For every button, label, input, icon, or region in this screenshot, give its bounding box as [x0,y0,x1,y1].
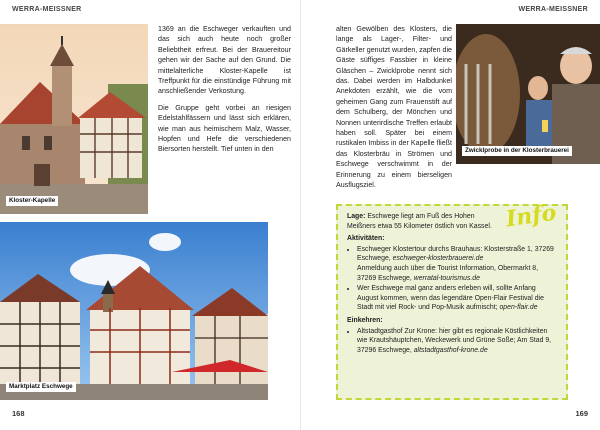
photo-caption-marktplatz: Marktplatz Eschwege [6,382,76,392]
info-heading: Info [503,199,558,233]
page-number-left: 168 [12,409,25,418]
item1-link[interactable]: eschweger-klosterbrauerei.de [392,255,484,263]
running-head-left: WERRA-MEISSNER [12,6,82,13]
marktplatz-illustration [0,222,268,400]
photo-caption-zwicklprobe: Zwicklprobe in der Klosterbrauerei [462,146,572,156]
zwicklprobe-photo [456,24,600,164]
einkehren-label: Einkehren: [347,316,383,324]
zwicklprobe-illustration [456,24,600,164]
item1-text: Eschweger Klostertour durchs Brauhaus: Klosterstraße 1, 37269 Eschwege, [357,245,554,263]
left-paragraph-1: 1369 an die Eschweger verkauften und das sich auch heute noch großer Beliebtheit erfreut. Bei der Brauereitour gehen wir der Sache auf den Grund. Die mittelalterliche Kloster-Kapelle ist Treffpunkt für die einstündige Führung mit anschließender Verkostung. [158,25,291,96]
lage-label: Lage: [347,213,366,220]
list-item [357,245,557,283]
item2-link[interactable]: open-flair.de [499,304,538,312]
aktivitaeten-list [347,245,557,313]
running-head-right: WERRA-MEISSNER [518,6,588,13]
list-item [357,284,557,313]
item3-link[interactable]: altstadtgasthof-krone.de [413,346,488,354]
item1-link2[interactable]: werratal-tourismus.de [413,274,480,282]
aktivitaeten-label: Aktivitäten: [347,235,385,243]
item2-text: Wer Eschwege mal ganz anders erleben will, sollte Anfang August kommen, wenn das legendäre Open-Flair Festival die Stadt mit viel Rock- und Pop-Musik aufmischt; [357,285,544,312]
list-item [357,327,557,356]
right-page [300,0,600,430]
info-box [336,199,568,400]
kloster-kapelle-photo [0,24,148,214]
left-paragraph-2: Die Gruppe geht vorbei an riesigen Edelstahlfässern und lässt sich erklären, wie man aus heimischem Malz, Wasser, Hopfen und Hefe die verschiedenen Biersorten herstellt. Tief unten in den [158,103,291,154]
info-lage [347,212,497,231]
left-text-column [158,24,291,161]
right-text-column [336,24,452,197]
einkehren-list [347,327,557,356]
item3-text: Altstadtgasthof Zur Krone: hier gibt es regionale Köstlichkeiten wie Krautshäuptchen, Weckewerk und Grüne Soße; Am Stad 9, 37296 Eschwege, [357,327,552,354]
right-paragraph: alten Gewölben des Klosters, die lange als Lager-, Filter- und Gärkeller genutzt wurden, zapfen die Gäste süffiges Fassbier in kleine Gläschen – Zwicklprobe nennt sich das. Dabei werden im Halbdunkel Anekdoten erzählt, wie die vom geheimen Gang zum Frauenstift auf dem Schulberg, der Mönchen und Nonnen unterirdische Treffen erlaubt haben soll. Später bei einem rustikalen Imbiss in der Kapelle fließt das Klosterbräu in Strömen und Eschwege verschwimmt in der Erinnerung zu einem bierseligen Ausflugsziel. [336,25,452,190]
marktplatz-photo [0,222,268,400]
photo-caption-kloster-kapelle: Kloster-Kapelle [6,196,58,206]
kloster-kapelle-illustration [0,24,148,214]
page-number-right: 169 [575,409,588,418]
item1-text2: Anmeldung auch über die Tourist Information, Obermarkt 8, 37269 Eschwege, [357,264,539,282]
lage-text: Eschwege liegt am Fuß des Hohen Meißners etwa 55 Kilometer östlich von Kassel. [347,213,492,230]
